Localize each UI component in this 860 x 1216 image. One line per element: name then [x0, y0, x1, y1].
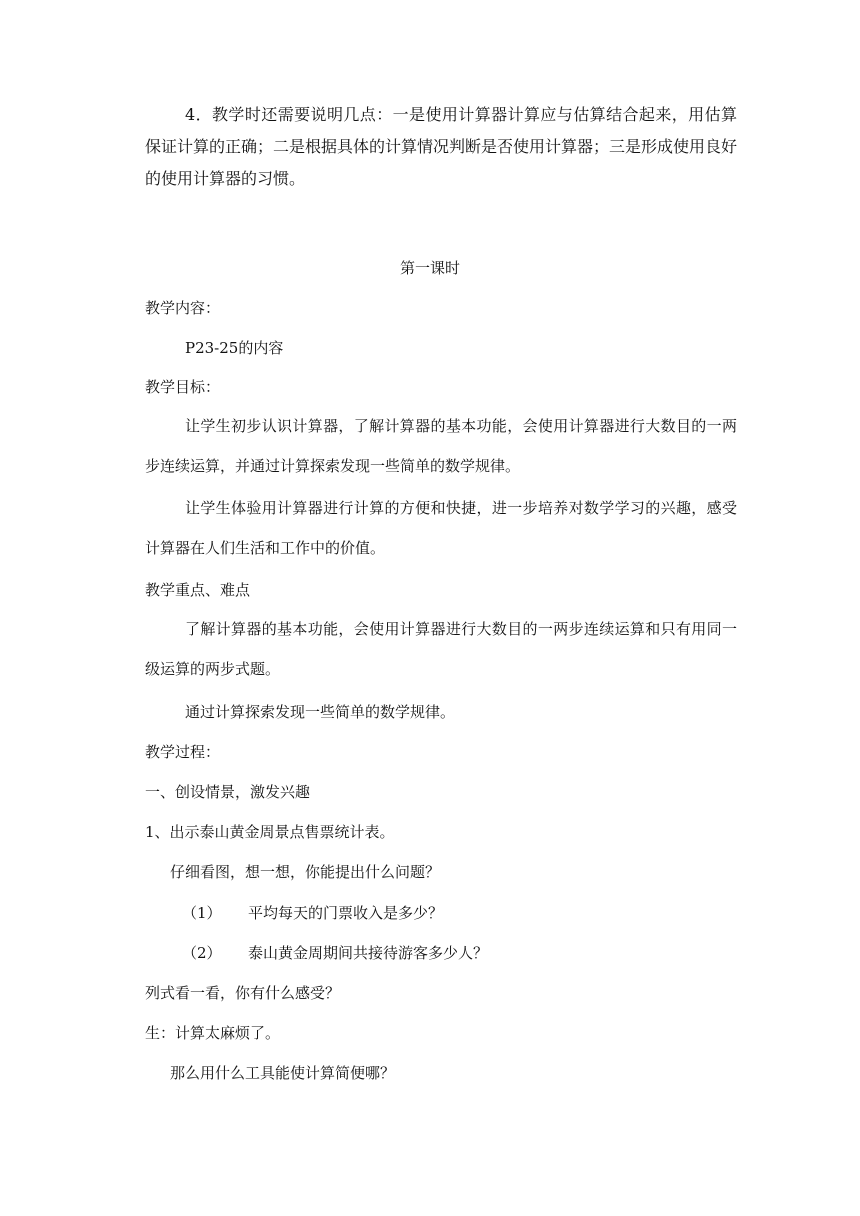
prompt-text: 仔细看图，想一想，你能提出什么问题？ [170, 863, 441, 881]
section-1-heading: 一、创设情景，激发兴趣 [145, 783, 311, 801]
key-paragraph-1: 了解计算器的基本功能，会使用计算器进行大数目的一两步连续运算和只有用同一级运算的两步式题。 [145, 620, 737, 678]
tool-question: 那么用什么工具能使计算简便哪？ [170, 1064, 396, 1082]
content-text: P23-25的内容 [185, 339, 284, 357]
content-heading: 教学内容： [145, 299, 221, 317]
goals-heading: 教学目标： [145, 378, 221, 396]
key-heading: 教学重点、难点 [145, 581, 251, 599]
student-reply: 生：计算太麻烦了。 [145, 1024, 281, 1042]
question-1-number: （1） [182, 904, 222, 922]
key-paragraph-2: 通过计算探索发现一些简单的数学规律。 [185, 703, 456, 721]
question-1-text: 平均每天的门票收入是多少？ [248, 904, 444, 922]
question-2-text: 泰山黄金周期间共接待游客多少人？ [248, 944, 489, 962]
question-2-number: （2） [182, 944, 222, 962]
lesson-title: 第一课时 [399, 259, 460, 277]
goal-paragraph-1: 让学生初步认识计算器，了解计算器的基本功能，会使用计算器进行大数目的一两步连续运算，并通过计算探索发现一些简单的数学规律。 [145, 417, 737, 475]
item-1: 1、出示泰山黄金周景点售票统计表。 [145, 823, 395, 841]
goal-paragraph-2: 让学生体验用计算器进行计算的方便和快捷，进一步培养对数学学习的兴趣，感受计算器在人们生活和工作中的价值。 [145, 499, 737, 557]
ask-feel-text: 列式看一看，你有什么感受？ [145, 984, 341, 1002]
intro-paragraph: 4．教学时还需要说明几点：一是使用计算器计算应与估算结合起来，用估算保证计算的正确；二是根据具体的计算情况判断是否使用计算器；三是形成使用良好的使用计算器的习惯。 [145, 105, 738, 188]
process-heading: 教学过程： [145, 743, 221, 761]
